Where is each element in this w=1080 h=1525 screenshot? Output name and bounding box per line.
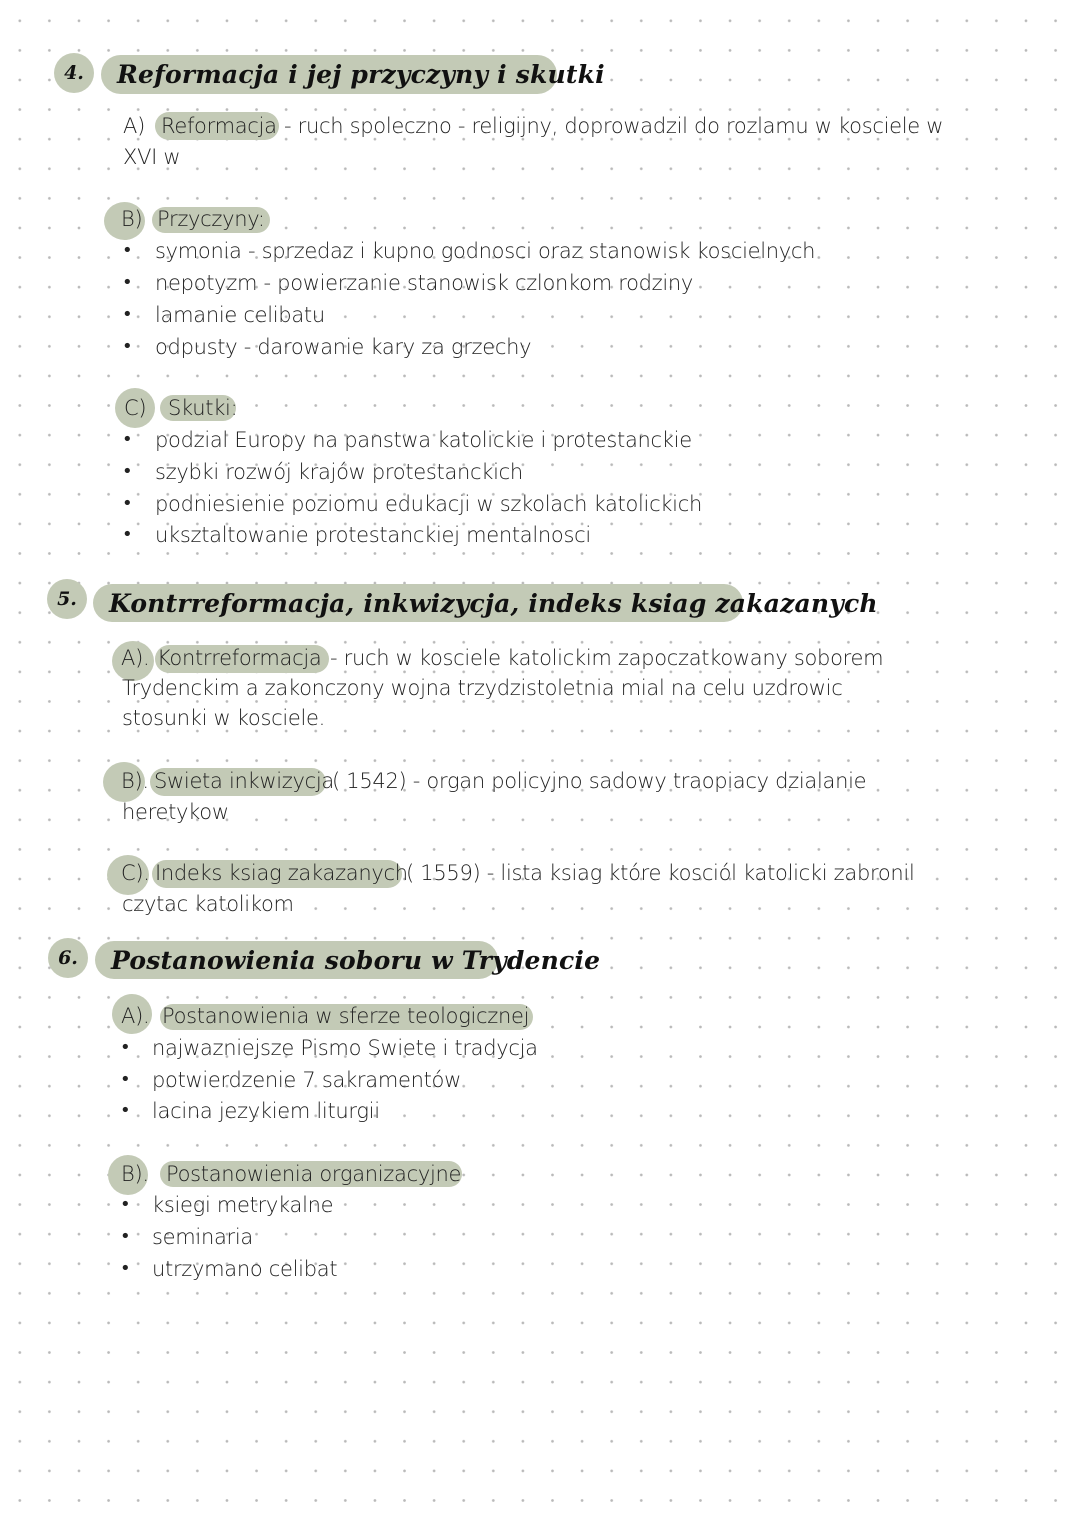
definition-text: - ruch spoleczno - religijny, doprowadzil do rozlamu w kosciele w xyxy=(284,114,944,138)
bullet-icon: • xyxy=(120,1194,131,1215)
bullet-icon: • xyxy=(120,1037,131,1058)
list-item-text: symonia - sprzedaz i kupno godnosci oraz stanowisk koscielnych xyxy=(155,239,816,263)
bullet-icon: • xyxy=(120,1069,131,1090)
b-term: Swieta inkwizycja xyxy=(154,769,334,793)
list-item-text: szybki rozwój krajów protestanckich xyxy=(155,460,523,484)
definition-marker: A) xyxy=(123,114,145,138)
section-heading xyxy=(93,584,878,622)
list-item-text: lamanie celibatu xyxy=(155,303,325,327)
bullet-icon: • xyxy=(120,1258,131,1279)
bullet-icon: • xyxy=(120,1226,131,1247)
theological-marker: A). xyxy=(121,1004,150,1028)
bullet-icon: • xyxy=(122,429,133,450)
b-text: ( 1542) - organ policyjno sadowy traopiacy dzialanie xyxy=(332,769,867,793)
causes-label: Przyczyny: xyxy=(157,207,265,231)
section-heading xyxy=(95,941,601,979)
bullet-icon: • xyxy=(122,304,133,325)
b-text-cont: heretykow xyxy=(122,800,229,824)
list-item-text: odpusty - darowanie kary za grzechy xyxy=(155,335,532,359)
section-title: Postanowienia soboru w Trydencie xyxy=(111,945,601,975)
definition-text-cont: XVI w xyxy=(123,145,181,169)
c-text: ( 1559) - lista ksiag które kosciól katolicki zabronil xyxy=(406,861,915,885)
section-number-badge: 4. xyxy=(54,53,94,93)
definition-term: Reformacja xyxy=(161,114,277,138)
bullet-icon: • xyxy=(122,272,133,293)
a-text-cont: Trydenckim a zakonczony wojna trzydzistoletnia mial na celu uzdrowic xyxy=(122,676,843,700)
list-item-text: najwazniejsze Pismo Swiete i tradycja xyxy=(152,1036,538,1060)
section-title: Reformacja i jej przyczyny i skutki xyxy=(117,60,605,89)
a-term: Kontrreformacja xyxy=(157,646,322,670)
list-item-text: utrzymano celibat xyxy=(152,1257,338,1281)
list-item-text: uksztaltowanie protestanckiej mentalnosci xyxy=(155,523,591,547)
list-item-text: potwierdzenie 7 sakramentów xyxy=(152,1068,461,1092)
effects-label: Skutki: xyxy=(168,396,238,420)
bullet-icon: • xyxy=(122,524,133,545)
a-marker: A). xyxy=(121,646,150,670)
bullet-icon: • xyxy=(120,1100,131,1121)
b-marker: B). xyxy=(121,769,149,793)
section-number-badge: 6. xyxy=(48,938,88,978)
theological-label: Postanowienia w sferze teologicznej xyxy=(162,1004,530,1028)
section-title: Kontrreformacja, inkwizycja, indeks ksiag zakazanych xyxy=(109,588,878,618)
c-marker: C). xyxy=(121,861,150,885)
section-number-badge: 5. xyxy=(47,579,87,619)
list-item-text: lacina jezykiem liturgii xyxy=(152,1099,380,1123)
bullet-icon: • xyxy=(122,240,133,261)
organizational-label: Postanowienia organizacyjne xyxy=(166,1162,462,1186)
list-item-text: nepotyzm - powierzanie stanowisk czlonkom rodziny xyxy=(155,271,694,295)
bullet-icon: • xyxy=(122,493,133,514)
list-item-text: seminaria xyxy=(152,1225,253,1249)
a-text-cont: stosunki w kosciele. xyxy=(122,706,326,730)
causes-marker: B) xyxy=(121,207,143,231)
effects-marker: C) xyxy=(124,396,147,420)
organizational-marker: B). xyxy=(121,1162,149,1186)
list-item-text: podzial Europy na panstwa katolickie i protestanckie xyxy=(155,428,692,452)
c-term: Indeks ksiag zakazanych xyxy=(155,861,408,885)
list-item-text: podniesienie poziomu edukacji w szkolach katolickich xyxy=(155,492,702,516)
section-heading xyxy=(101,55,605,94)
bullet-icon: • xyxy=(122,336,133,357)
list-item-text: ksiegi metrykalne xyxy=(152,1193,334,1217)
a-text: - ruch w kosciele katolickim zapoczatkowany soborem xyxy=(330,646,884,670)
c-text-cont: czytac katolikom xyxy=(122,892,294,916)
bullet-icon: • xyxy=(122,461,133,482)
